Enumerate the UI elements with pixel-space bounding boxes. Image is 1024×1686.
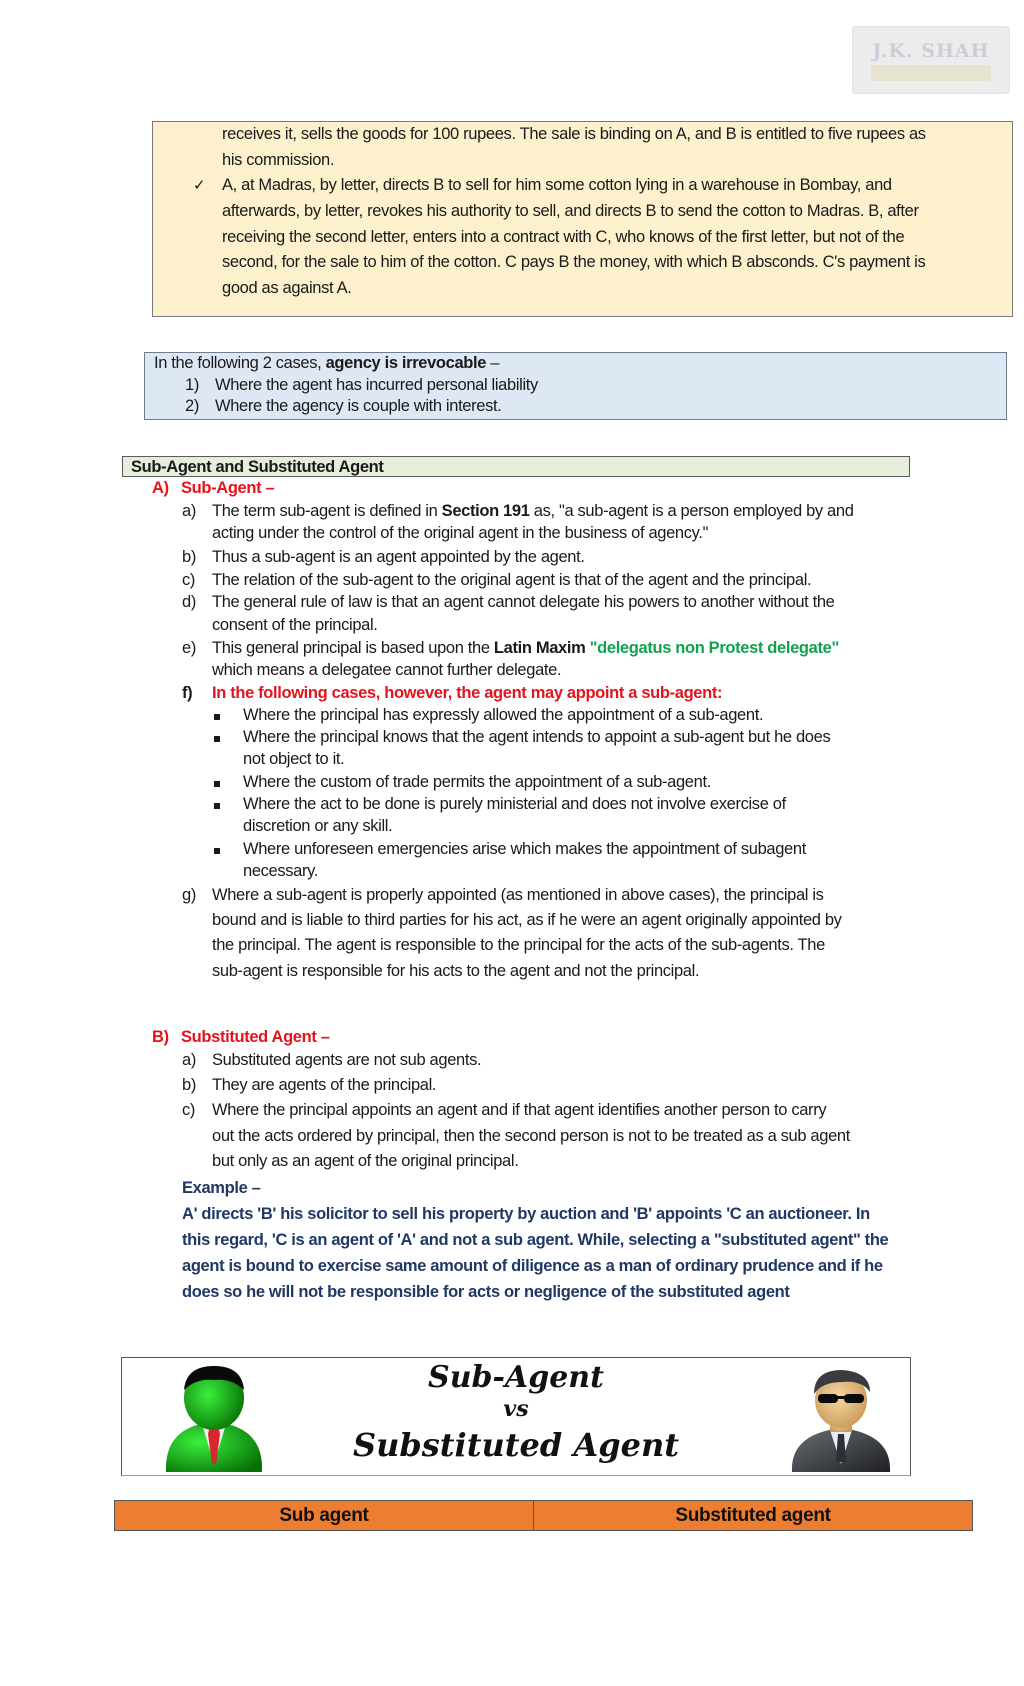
bullet-item-cont: discretion or any skill. xyxy=(243,817,393,835)
sub-agent-item-c: The relation of the sub-agent to the original agent is that of the agent and the principal. xyxy=(212,571,812,589)
irrevocable-item: Where the agency is couple with interest. xyxy=(215,397,502,415)
example-line: agent is bound to exercise same amount of diligence as a man of ordinary prudence and if he xyxy=(182,1257,883,1275)
square-bullet-icon xyxy=(214,848,220,854)
sub-agent-item-e xyxy=(212,639,839,658)
sub-agent-item-g-cont: sub-agent is responsible for his acts to the agent and not the principal. xyxy=(212,962,700,980)
sub-agent-item-f: In the following cases, however, the agent may appoint a sub-agent: xyxy=(212,684,723,702)
banner-title-bottom: Substituted Agent xyxy=(352,1426,679,1464)
sub-agent-item-d: The general rule of law is that an agent cannot delegate his powers to another without the xyxy=(212,593,835,611)
text: This general principal is based upon the xyxy=(212,639,494,657)
item-label: f) xyxy=(182,684,193,702)
example-label: Example – xyxy=(182,1179,261,1197)
agent-sunglasses-icon xyxy=(786,1364,896,1472)
square-bullet-icon xyxy=(214,714,220,720)
example-line: this regard, 'C is an agent of 'A' and not a sub agent. While, selecting a "substituted agent" the xyxy=(182,1231,889,1249)
square-bullet-icon xyxy=(214,736,220,742)
jk-shah-logo xyxy=(852,26,1010,94)
section-reference: Section 191 xyxy=(441,502,530,520)
item-label: e) xyxy=(182,639,196,657)
illustration-line: receives it, sells the goods for 100 rupees. The sale is binding on A, and B is entitled to five rupees as xyxy=(222,125,926,143)
item-label: c) xyxy=(182,1101,196,1119)
logo-subtext-bar xyxy=(871,65,991,81)
substituted-agent-item-c-cont: out the acts ordered by principal, then the second person is not to be treated as a sub agent xyxy=(212,1127,850,1145)
item-label: b) xyxy=(182,1076,196,1094)
square-bullet-icon xyxy=(214,803,220,809)
sub-agent-item-g-cont: the principal. The agent is responsible to the principal for the acts of the sub-agents. The xyxy=(212,936,825,954)
bullet-item: Where the principal knows that the agent intends to appoint a sub-agent but he does xyxy=(243,728,831,746)
example-line: A' directs 'B' his solicitor to sell his property by auction and 'B' appoints 'C an auctioneer. In xyxy=(182,1205,870,1223)
bullet-item: Where the custom of trade permits the appointment of a sub-agent. xyxy=(243,773,711,791)
substituted-agent-item-c-cont: but only as an agent of the original principal. xyxy=(212,1152,519,1170)
sub-agent-item-e-cont: which means a delegatee cannot further delegate. xyxy=(212,661,562,679)
column-header-substituted-agent: Substituted agent xyxy=(675,1504,831,1526)
heading-number: B) xyxy=(152,1028,169,1046)
sub-agent-item-d-cont: consent of the principal. xyxy=(212,616,378,634)
sub-agent-heading: Sub-Agent – xyxy=(181,479,275,497)
substituted-agent-item-a: Substituted agents are not sub agents. xyxy=(212,1051,482,1069)
square-bullet-icon xyxy=(214,781,220,787)
latin-maxim-label: Latin Maxim xyxy=(493,639,586,657)
sub-agent-item-a xyxy=(212,502,854,521)
item-label: g) xyxy=(182,886,196,904)
illustration-line: second, for the sale to him of the cotton. C pays B the money, with which B absconds. C's payment is xyxy=(222,253,926,271)
section-header: Sub-Agent and Substituted Agent xyxy=(122,456,910,477)
logo-text: J.K. SHAH xyxy=(872,39,990,62)
sub-agent-item-g: Where a sub-agent is properly appointed (as mentioned in above cases), the principal is xyxy=(212,886,824,904)
sub-agent-item-g-cont: bound and is liable to third parties for his act, as if he were an agent originally appointed by xyxy=(212,911,842,929)
comparison-table-header xyxy=(114,1500,973,1531)
irrevocable-intro xyxy=(154,354,499,373)
intro-bold: agency is irrevocable xyxy=(325,354,487,372)
bullet-item: Where unforeseen emergencies arise which makes the appointment of subagent xyxy=(243,840,806,858)
irrevocable-agency-box xyxy=(144,352,1007,420)
banner-title-vs: vs xyxy=(503,1396,529,1422)
sub-agent-item-b: Thus a sub-agent is an agent appointed by the agent. xyxy=(212,548,585,566)
item-label: b) xyxy=(182,548,196,566)
text: The term sub-agent is defined in xyxy=(212,502,442,520)
irrevocable-item-num: 1) xyxy=(185,376,199,394)
irrevocable-item-num: 2) xyxy=(185,397,199,415)
item-label: c) xyxy=(182,571,196,589)
item-label: a) xyxy=(182,1051,196,1069)
sub-agent-vs-substituted-agent-banner xyxy=(121,1357,911,1476)
illustration-line: his commission. xyxy=(222,151,335,169)
bullet-item: Where the act to be done is purely ministerial and does not involve exercise of xyxy=(243,795,786,813)
bullet-item-cont: not object to it. xyxy=(243,750,345,768)
intro-text: In the following 2 cases, xyxy=(154,354,326,372)
heading-number: A) xyxy=(152,479,169,497)
irrevocable-item: Where the agent has incurred personal liability xyxy=(215,376,538,394)
substituted-agent-item-c: Where the principal appoints an agent and if that agent identifies another person to carry xyxy=(212,1101,827,1119)
text: as, "a sub-agent is a person employed by and xyxy=(529,502,854,520)
latin-maxim: "delegatus non Protest delegate" xyxy=(585,639,839,657)
illustration-line: A, at Madras, by letter, directs B to sell for him some cotton lying in a warehouse in Bombay, and xyxy=(222,176,892,194)
sub-agent-item-a-cont: acting under the control of the original agent in the business of agency." xyxy=(212,524,709,542)
item-label: d) xyxy=(182,593,196,611)
illustration-line: receiving the second letter, enters into a contract with C, who knows of the first letter, but not of the xyxy=(222,228,905,246)
illustration-box xyxy=(152,121,1013,317)
intro-tail: – xyxy=(486,354,500,372)
example-line: does so he will not be responsible for acts or negligence of the substituted agent xyxy=(182,1283,790,1301)
substituted-agent-item-b: They are agents of the principal. xyxy=(212,1076,437,1094)
bullet-item-cont: necessary. xyxy=(243,862,319,880)
item-label: a) xyxy=(182,502,196,520)
illustration-line: afterwards, by letter, revokes his authority to sell, and directs B to send the cotton to Madras. B, after xyxy=(222,202,919,220)
checkmark-icon: ✓ xyxy=(193,177,206,194)
column-header-sub-agent: Sub agent xyxy=(115,1501,534,1530)
substituted-agent-heading: Substituted Agent – xyxy=(181,1028,330,1046)
banner-title-top: Sub-Agent xyxy=(428,1360,604,1395)
bullet-item: Where the principal has expressly allowed the appointment of a sub-agent. xyxy=(243,706,764,724)
illustration-line: good as against A. xyxy=(222,279,352,297)
